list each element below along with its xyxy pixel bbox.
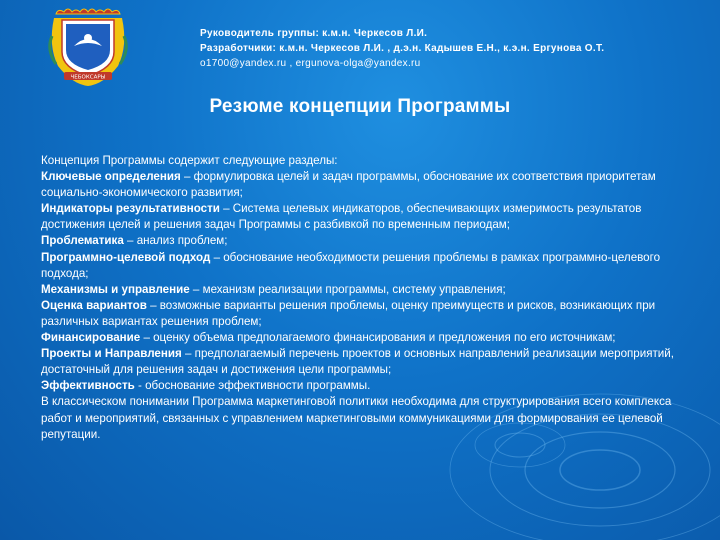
section-desc: – обоснование необходимости решения проблемы в рамках программно-целевого подхода; bbox=[41, 250, 661, 280]
section-desc: – механизм реализации программы, систему управления; bbox=[189, 282, 506, 296]
section-desc: - обоснование эффективности программы. bbox=[134, 379, 371, 393]
section-item bbox=[41, 378, 681, 394]
slide-title: Резюме концепции Программы bbox=[209, 96, 511, 117]
header-supervisor: Руководитель группы: к.м.н. Черкесов Л.И. bbox=[200, 28, 428, 39]
section-desc: – формулировка целей и задач программы, обоснование их соответствия приоритетам социально-экономического развития; bbox=[41, 170, 656, 200]
section-item bbox=[41, 201, 681, 233]
city-coat-of-arms-icon bbox=[48, 6, 128, 88]
section-desc: – Система целевых индикаторов, обеспечивающих измеримость результатов достижения целей и решения задач Программы с разбивкой по временным периодам; bbox=[41, 202, 642, 232]
section-item bbox=[41, 330, 681, 346]
section-term: Финансирование bbox=[41, 331, 141, 345]
section-item bbox=[41, 298, 681, 330]
section-term: Эффективность bbox=[41, 379, 135, 393]
section-desc: – предполагаемый перечень проектов и основных направлений реализации мероприятий, достаточный для решения задач и достижения цели программы; bbox=[41, 347, 674, 377]
logo-caption: ЧЕБОКСАРЫ bbox=[70, 74, 106, 81]
conclusion-text: В классическом понимании Программа маркетинговой политики необходима для структурирования всего комплекса работ и мероприятий, связанных с управлением маркетинговыми коммуникациями для формирования ее целевой репутации. bbox=[41, 395, 672, 441]
section-item bbox=[41, 282, 681, 298]
section-item bbox=[41, 169, 681, 201]
section-item bbox=[41, 346, 681, 378]
header-developers: Разработчики: к.м.н. Черкесов Л.И. , д.э.н. Кадышев Е.Н., к.э.н. Ергунова О.Т. bbox=[200, 43, 605, 54]
section-term: Оценка вариантов bbox=[41, 298, 147, 312]
header-authors bbox=[200, 26, 710, 71]
section-term: Проекты и Направления bbox=[41, 347, 182, 361]
section-desc: – анализ проблем; bbox=[123, 234, 228, 248]
intro-text: Концепция Программы содержит следующие разделы: bbox=[41, 154, 338, 167]
section-desc: – возможные варианты решения проблемы, оценку преимуществ и рисков, возникающих при различных вариантах решения проблем; bbox=[41, 298, 656, 328]
section-term: Механизмы и управление bbox=[41, 282, 190, 296]
section-term: Программно-целевой подход bbox=[41, 250, 211, 264]
section-term: Индикаторы результативности bbox=[41, 202, 220, 216]
section-item bbox=[41, 233, 681, 249]
slide-body bbox=[41, 153, 681, 443]
header-emails: o1700@yandex.ru , ergunova-olga@yandex.ru bbox=[200, 58, 421, 69]
section-term: Ключевые определения bbox=[41, 170, 181, 184]
section-term: Проблематика bbox=[41, 234, 124, 248]
section-desc: – оценку объема предполагаемого финансирования и предложения по его источникам; bbox=[140, 331, 616, 345]
section-item bbox=[41, 250, 681, 282]
